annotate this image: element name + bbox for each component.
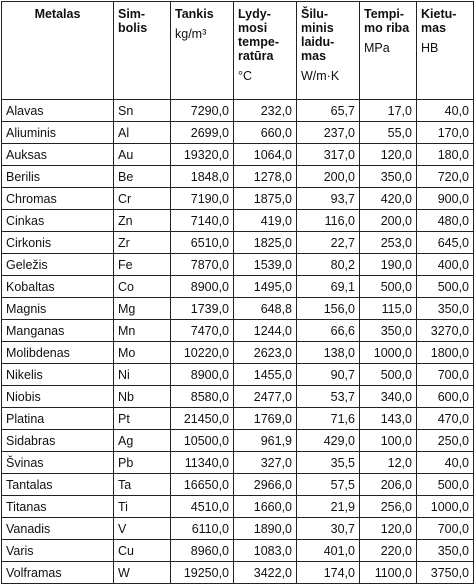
cell-metal: Titanas (2, 496, 114, 518)
cell-symbol: Mo (114, 342, 171, 364)
table-row (2, 320, 474, 342)
header-line: Sim- (118, 7, 146, 21)
cell-melting-point: 419,0 (234, 210, 297, 232)
cell-tensile-strength: 350,0 (360, 166, 417, 188)
cell-metal: Molibdenas (2, 342, 114, 364)
cell-density: 1848,0 (171, 166, 234, 188)
cell-melting-point: 1455,0 (234, 364, 297, 386)
cell-thermal-conductivity: 65,7 (297, 100, 360, 122)
cell-thermal-conductivity: 57,5 (297, 474, 360, 496)
table-row (2, 298, 474, 320)
header-line: Kietu- (421, 7, 457, 21)
cell-thermal-conductivity: 69,1 (297, 276, 360, 298)
table-row (2, 386, 474, 408)
cell-hardness: 500,0 (417, 276, 474, 298)
cell-metal: Nikelis (2, 364, 114, 386)
header-line: ratūra (238, 49, 274, 63)
header-hardness (417, 2, 474, 100)
cell-thermal-conductivity: 401,0 (297, 540, 360, 562)
cell-tensile-strength: 17,0 (360, 100, 417, 122)
header-unit: HB (421, 41, 439, 55)
cell-thermal-conductivity: 174,0 (297, 562, 360, 584)
cell-symbol: Zn (114, 210, 171, 232)
cell-tensile-strength: 206,0 (360, 474, 417, 496)
header-density (171, 2, 234, 100)
cell-melting-point: 2966,0 (234, 474, 297, 496)
cell-tensile-strength: 1100,0 (360, 562, 417, 584)
cell-tensile-strength: 190,0 (360, 254, 417, 276)
cell-thermal-conductivity: 156,0 (297, 298, 360, 320)
cell-density: 7140,0 (171, 210, 234, 232)
cell-metal: Sidabras (2, 430, 114, 452)
cell-metal: Niobis (2, 386, 114, 408)
header-line: Lydy- (238, 7, 271, 21)
cell-density: 8900,0 (171, 364, 234, 386)
cell-metal: Alavas (2, 100, 114, 122)
cell-melting-point: 961,9 (234, 430, 297, 452)
cell-thermal-conductivity: 116,0 (297, 210, 360, 232)
cell-density: 19320,0 (171, 144, 234, 166)
cell-density: 8960,0 (171, 540, 234, 562)
cell-hardness: 500,0 (417, 474, 474, 496)
cell-tensile-strength: 420,0 (360, 188, 417, 210)
cell-melting-point: 1278,0 (234, 166, 297, 188)
cell-thermal-conductivity: 66,6 (297, 320, 360, 342)
cell-metal: Cirkonis (2, 232, 114, 254)
cell-tensile-strength: 120,0 (360, 144, 417, 166)
cell-melting-point: 1660,0 (234, 496, 297, 518)
table-row (2, 496, 474, 518)
cell-tensile-strength: 55,0 (360, 122, 417, 144)
header-unit: kg/m³ (175, 27, 207, 41)
cell-symbol: Mg (114, 298, 171, 320)
header-line: minis (301, 21, 334, 35)
cell-thermal-conductivity: 200,0 (297, 166, 360, 188)
table-row (2, 430, 474, 452)
cell-melting-point: 1083,0 (234, 540, 297, 562)
cell-metal: Vanadis (2, 518, 114, 540)
table-row (2, 144, 474, 166)
cell-density: 6110,0 (171, 518, 234, 540)
cell-tensile-strength: 12,0 (360, 452, 417, 474)
cell-thermal-conductivity: 22,7 (297, 232, 360, 254)
table-row (2, 122, 474, 144)
cell-symbol: Fe (114, 254, 171, 276)
header-line: laidu- (301, 35, 335, 49)
header-line: Metalas (34, 7, 81, 21)
cell-thermal-conductivity: 80,2 (297, 254, 360, 276)
cell-symbol: Au (114, 144, 171, 166)
header-line: mo riba (364, 21, 410, 35)
cell-density: 7870,0 (171, 254, 234, 276)
header-line: Tankis (175, 7, 214, 21)
cell-density: 11340,0 (171, 452, 234, 474)
cell-metal: Manganas (2, 320, 114, 342)
header-line: Šilu- (301, 7, 329, 21)
cell-hardness: 600,0 (417, 386, 474, 408)
header-symbol (114, 2, 171, 100)
cell-melting-point: 1064,0 (234, 144, 297, 166)
cell-melting-point: 1825,0 (234, 232, 297, 254)
table-row (2, 254, 474, 276)
cell-density: 2699,0 (171, 122, 234, 144)
cell-hardness: 400,0 (417, 254, 474, 276)
cell-thermal-conductivity: 53,7 (297, 386, 360, 408)
cell-symbol: Cr (114, 188, 171, 210)
header-line: mas (301, 49, 327, 63)
cell-hardness: 700,0 (417, 518, 474, 540)
header-line: Tempi- (364, 7, 405, 21)
cell-symbol: Sn (114, 100, 171, 122)
table-row (2, 452, 474, 474)
cell-symbol: Pt (114, 408, 171, 430)
cell-thermal-conductivity: 35,5 (297, 452, 360, 474)
cell-hardness: 900,0 (417, 188, 474, 210)
cell-metal: Aliuminis (2, 122, 114, 144)
cell-hardness: 350,0 (417, 298, 474, 320)
cell-density: 7190,0 (171, 188, 234, 210)
cell-melting-point: 3422,0 (234, 562, 297, 584)
header-metal (2, 2, 114, 100)
cell-density: 8580,0 (171, 386, 234, 408)
table-row (2, 408, 474, 430)
cell-hardness: 3750,0 (417, 562, 474, 584)
cell-hardness: 40,0 (417, 100, 474, 122)
cell-metal: Švinas (2, 452, 114, 474)
cell-symbol: Ta (114, 474, 171, 496)
table-row (2, 540, 474, 562)
header-line: tempe- (238, 35, 279, 49)
header-unit: °C (238, 69, 253, 83)
cell-tensile-strength: 253,0 (360, 232, 417, 254)
cell-tensile-strength: 500,0 (360, 364, 417, 386)
cell-melting-point: 1495,0 (234, 276, 297, 298)
table-row (2, 518, 474, 540)
cell-symbol: Mn (114, 320, 171, 342)
cell-metal: Auksas (2, 144, 114, 166)
header-melting-point (234, 2, 297, 100)
cell-melting-point: 648,8 (234, 298, 297, 320)
cell-thermal-conductivity: 237,0 (297, 122, 360, 144)
cell-thermal-conductivity: 317,0 (297, 144, 360, 166)
cell-hardness: 170,0 (417, 122, 474, 144)
cell-metal: Magnis (2, 298, 114, 320)
cell-density: 21450,0 (171, 408, 234, 430)
cell-melting-point: 1890,0 (234, 518, 297, 540)
cell-symbol: Pb (114, 452, 171, 474)
cell-density: 19250,0 (171, 562, 234, 584)
cell-hardness: 1800,0 (417, 342, 474, 364)
cell-melting-point: 1244,0 (234, 320, 297, 342)
cell-symbol: Co (114, 276, 171, 298)
cell-thermal-conductivity: 71,6 (297, 408, 360, 430)
cell-thermal-conductivity: 30,7 (297, 518, 360, 540)
cell-tensile-strength: 350,0 (360, 320, 417, 342)
cell-density: 1739,0 (171, 298, 234, 320)
cell-symbol: Ag (114, 430, 171, 452)
cell-symbol: Ni (114, 364, 171, 386)
cell-hardness: 700,0 (417, 364, 474, 386)
cell-density: 7470,0 (171, 320, 234, 342)
cell-thermal-conductivity: 429,0 (297, 430, 360, 452)
cell-symbol: Ti (114, 496, 171, 518)
cell-metal: Chromas (2, 188, 114, 210)
header-tensile-strength (360, 2, 417, 100)
cell-thermal-conductivity: 21,9 (297, 496, 360, 518)
cell-metal: Cinkas (2, 210, 114, 232)
cell-melting-point: 232,0 (234, 100, 297, 122)
table-row (2, 276, 474, 298)
header-line: mosi (238, 21, 268, 35)
metals-properties-table-container (1, 1, 474, 584)
cell-hardness: 350,0 (417, 540, 474, 562)
cell-hardness: 1000,0 (417, 496, 474, 518)
cell-melting-point: 327,0 (234, 452, 297, 474)
table-row (2, 342, 474, 364)
cell-symbol: W (114, 562, 171, 584)
cell-metal: Berilis (2, 166, 114, 188)
header-line: bolis (118, 21, 148, 35)
cell-hardness: 3270,0 (417, 320, 474, 342)
header-unit: W/m·K (301, 69, 340, 83)
cell-symbol: V (114, 518, 171, 540)
cell-hardness: 250,0 (417, 430, 474, 452)
table-row (2, 364, 474, 386)
cell-melting-point: 1539,0 (234, 254, 297, 276)
cell-metal: Varis (2, 540, 114, 562)
metals-properties-table (1, 1, 474, 584)
cell-thermal-conductivity: 138,0 (297, 342, 360, 364)
cell-density: 8900,0 (171, 276, 234, 298)
cell-symbol: Be (114, 166, 171, 188)
cell-density: 10500,0 (171, 430, 234, 452)
cell-symbol: Al (114, 122, 171, 144)
cell-hardness: 480,0 (417, 210, 474, 232)
cell-density: 10220,0 (171, 342, 234, 364)
cell-hardness: 470,0 (417, 408, 474, 430)
cell-symbol: Nb (114, 386, 171, 408)
cell-tensile-strength: 220,0 (360, 540, 417, 562)
header-thermal-conductivity (297, 2, 360, 100)
table-row (2, 232, 474, 254)
header-line: mas (421, 21, 447, 35)
table-row (2, 188, 474, 210)
cell-tensile-strength: 115,0 (360, 298, 417, 320)
cell-tensile-strength: 1000,0 (360, 342, 417, 364)
cell-melting-point: 2477,0 (234, 386, 297, 408)
cell-symbol: Zr (114, 232, 171, 254)
cell-tensile-strength: 340,0 (360, 386, 417, 408)
table-row (2, 474, 474, 496)
cell-thermal-conductivity: 93,7 (297, 188, 360, 210)
cell-hardness: 40,0 (417, 452, 474, 474)
table-row (2, 100, 474, 122)
table-row (2, 166, 474, 188)
cell-density: 6510,0 (171, 232, 234, 254)
cell-hardness: 720,0 (417, 166, 474, 188)
cell-hardness: 180,0 (417, 144, 474, 166)
cell-tensile-strength: 100,0 (360, 430, 417, 452)
table-row (2, 210, 474, 232)
cell-density: 4510,0 (171, 496, 234, 518)
cell-metal: Tantalas (2, 474, 114, 496)
cell-hardness: 645,0 (417, 232, 474, 254)
cell-tensile-strength: 200,0 (360, 210, 417, 232)
cell-tensile-strength: 120,0 (360, 518, 417, 540)
cell-density: 7290,0 (171, 100, 234, 122)
table-body (2, 100, 474, 584)
cell-density: 16650,0 (171, 474, 234, 496)
cell-thermal-conductivity: 90,7 (297, 364, 360, 386)
cell-melting-point: 1875,0 (234, 188, 297, 210)
cell-melting-point: 1769,0 (234, 408, 297, 430)
table-header-row (2, 2, 474, 100)
cell-metal: Geležis (2, 254, 114, 276)
cell-symbol: Cu (114, 540, 171, 562)
cell-melting-point: 2623,0 (234, 342, 297, 364)
header-unit: MPa (364, 41, 390, 55)
cell-melting-point: 660,0 (234, 122, 297, 144)
cell-tensile-strength: 143,0 (360, 408, 417, 430)
cell-metal: Kobaltas (2, 276, 114, 298)
cell-tensile-strength: 500,0 (360, 276, 417, 298)
cell-tensile-strength: 256,0 (360, 496, 417, 518)
cell-metal: Volframas (2, 562, 114, 584)
cell-metal: Platina (2, 408, 114, 430)
